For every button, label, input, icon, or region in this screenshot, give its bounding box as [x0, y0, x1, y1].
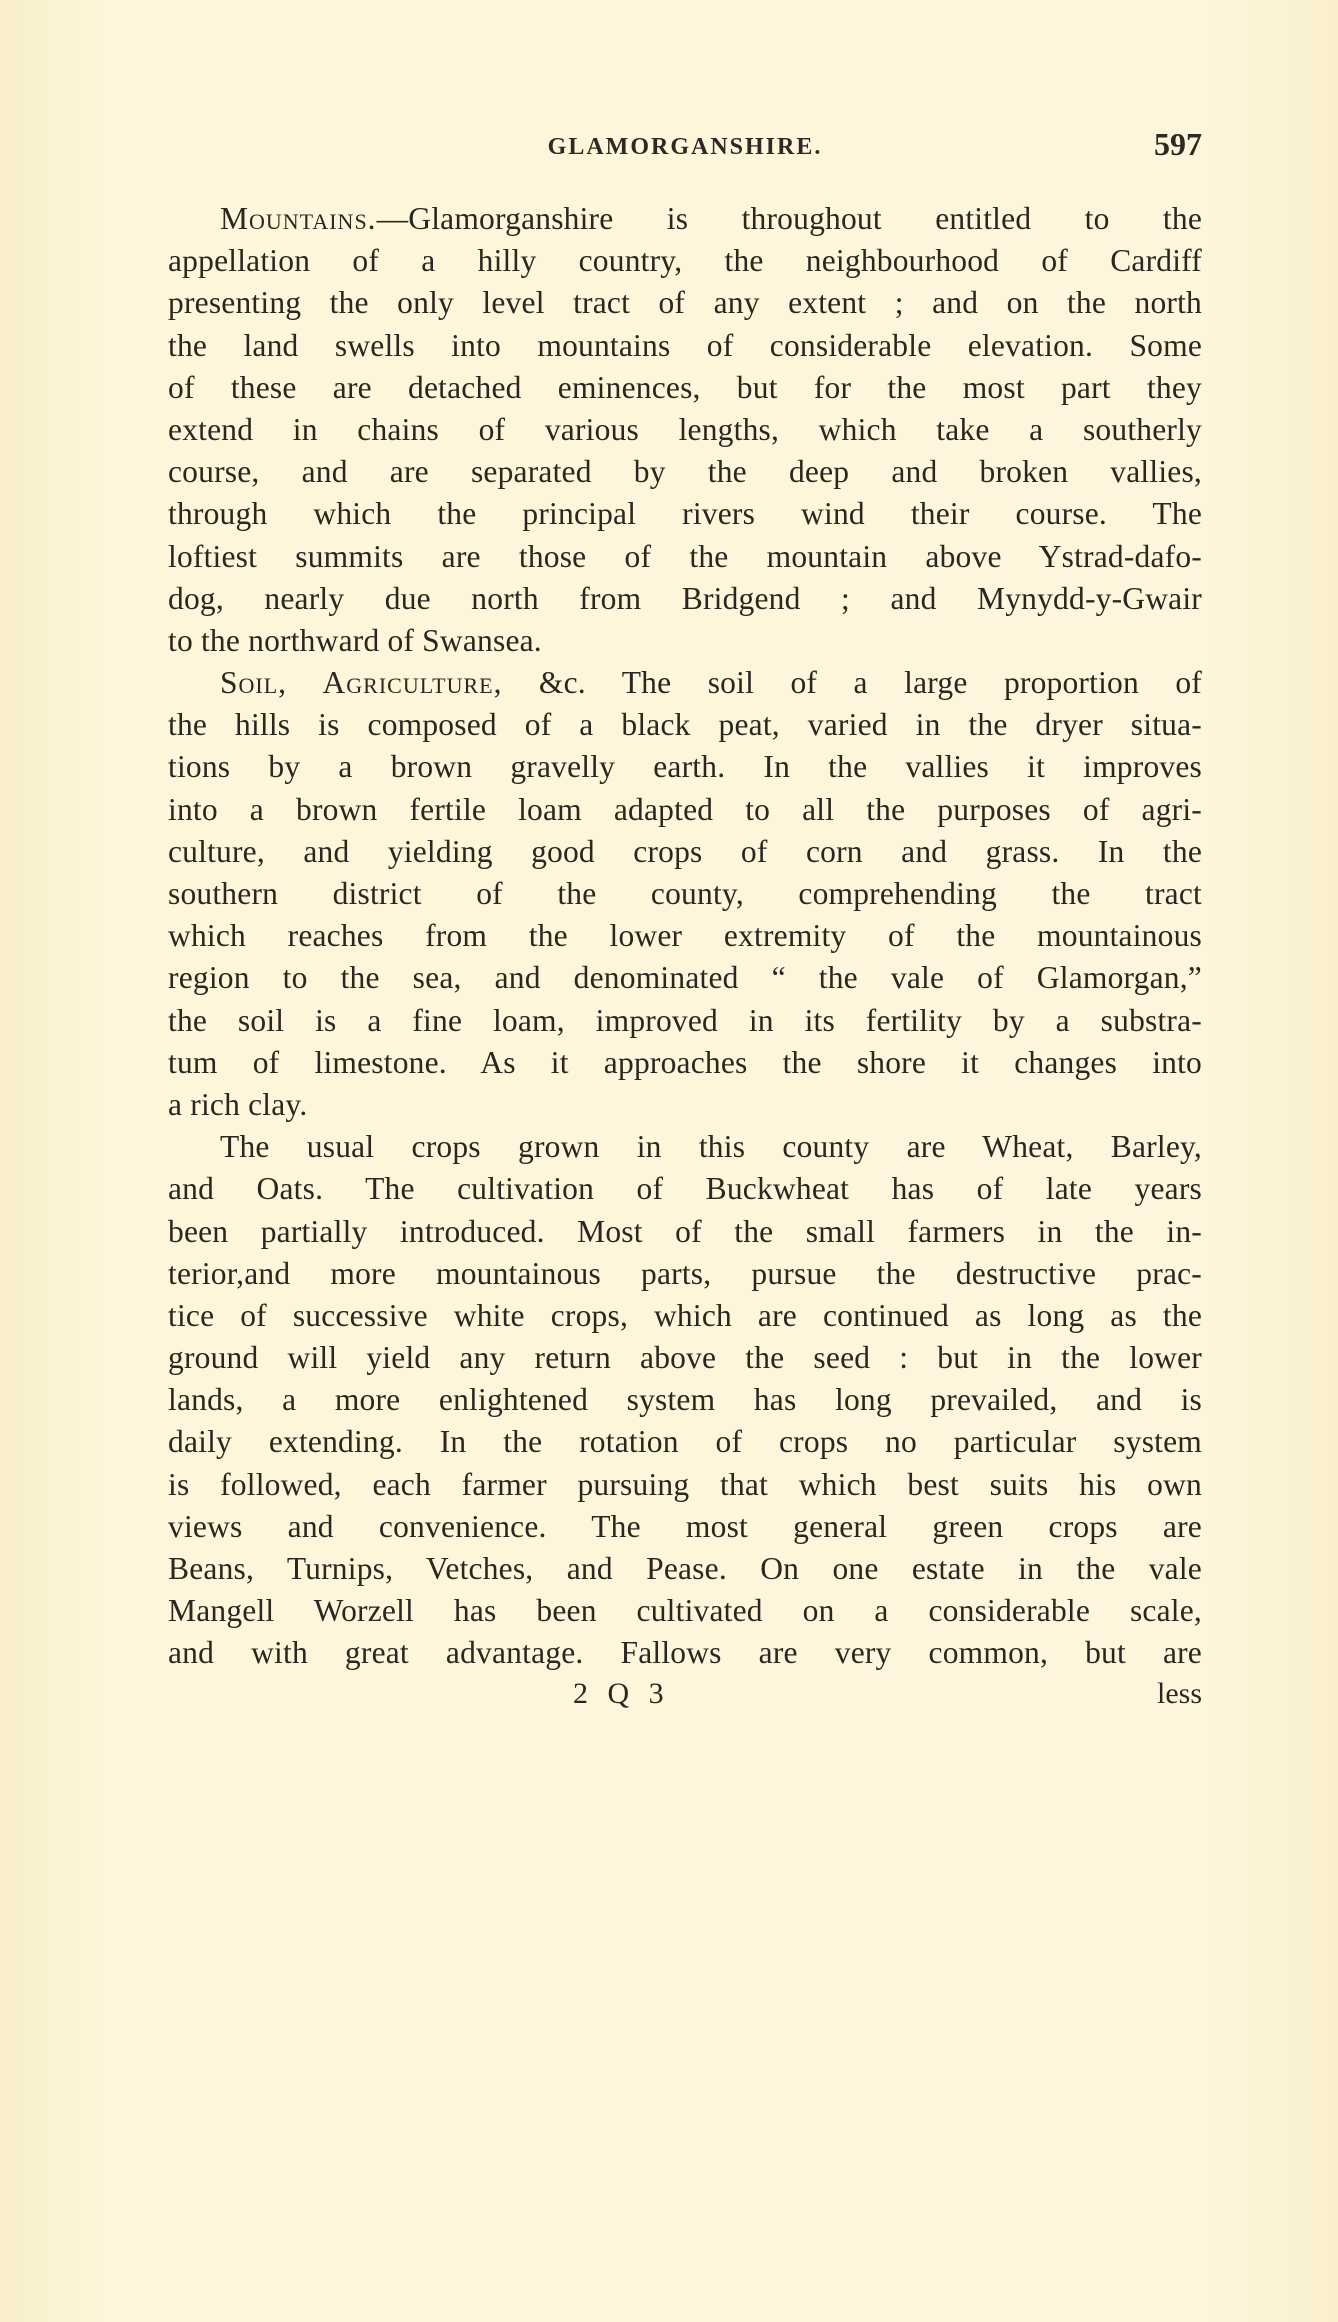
text-line: which reaches from the lower extremity of the mountainous	[168, 918, 1202, 954]
text-line: the land swells into mountains of considerable elevation. Some	[168, 327, 1202, 363]
catchword: less	[1157, 1676, 1202, 1710]
text-line: through which the principal rivers wind their course. The	[168, 496, 1202, 532]
text-line: tice of successive white crops, which are continued as long as the	[168, 1297, 1202, 1333]
text-line: of these are detached eminences, but for the most part they	[168, 369, 1202, 405]
paragraph-crops	[168, 1126, 1202, 1674]
text-line: Mountains.—Glamorganshire is throughout entitled to the	[220, 201, 1202, 236]
text-line: tions by a brown gravelly earth. In the vallies it improves	[168, 749, 1202, 785]
text-line: course, and are separated by the deep and broken vallies,	[168, 454, 1202, 490]
text-line: been partially introduced. Most of the small farmers in the in-	[168, 1213, 1202, 1249]
section-heading-soil-agriculture: Soil, Agriculture,	[220, 665, 503, 701]
text-line: views and convenience. The most general green crops are	[168, 1508, 1202, 1544]
text-line: and Oats. The cultivation of Buckwheat has of late years	[168, 1171, 1202, 1207]
text-line: culture, and yielding good crops of corn and grass. In the	[168, 833, 1202, 869]
running-title: GLAMORGANSHIRE.	[547, 134, 823, 160]
text-line: extend in chains of various lengths, which take a southerly	[168, 411, 1202, 447]
text-line: southern district of the county, comprehending the tract	[168, 876, 1202, 911]
text-line: daily extending. In the rotation of crops no particular system	[168, 1424, 1202, 1460]
text-line: appellation of a hilly country, the neighbourhood of Cardiff	[168, 243, 1202, 279]
text-line: tum of limestone. As it approaches the shore it changes into	[168, 1044, 1202, 1080]
paragraph-mountains	[168, 198, 1202, 662]
text-line: dog, nearly due north from Bridgend ; and Mynydd-y-Gwair	[168, 580, 1202, 616]
text-line: into a brown fertile loam adapted to all the purposes of agri-	[168, 791, 1202, 827]
text-line: Beans, Turnips, Vetches, and Pease. On one estate in the vale	[168, 1551, 1202, 1586]
text-line: terior,and more mountainous parts, pursue the destructive prac-	[168, 1255, 1202, 1291]
section-heading-mountains: Mountains.	[220, 201, 377, 236]
text-line: Mangell Worzell has been cultivated on a considerable scale,	[168, 1593, 1202, 1629]
signature-mark: 2 Q 3	[573, 1676, 670, 1710]
text-line: lands, a more enlightened system has long prevailed, and is	[168, 1382, 1202, 1418]
text-line: the soil is a fine loam, improved in its fertility by a substra-	[168, 1002, 1202, 1038]
text-line: a rich clay.	[168, 1086, 308, 1122]
text-line: to the northward of Swansea.	[168, 622, 542, 658]
text-line: and with great advantage. Fallows are very common, but are	[168, 1635, 1202, 1671]
page-footer	[168, 1677, 1202, 1721]
text-line: Soil, Agriculture, &c. The soil of a large proportion of	[220, 665, 1202, 701]
body-text	[168, 198, 1202, 1675]
page-number: 597	[1154, 126, 1202, 162]
text-line: is followed, each farmer pursuing that which best suits his own	[168, 1466, 1202, 1502]
running-head	[168, 110, 1202, 160]
book-page	[168, 110, 1202, 1721]
paragraph-soil-agriculture	[168, 662, 1202, 1126]
text-line: ground will yield any return above the seed : but in the lower	[168, 1340, 1202, 1376]
text-line: The usual crops grown in this county are Wheat, Barley,	[220, 1129, 1202, 1165]
text-line: loftiest summits are those of the mountain above Ystrad-dafo-	[168, 538, 1202, 574]
text-line: region to the sea, and denominated “ the vale of Glamorgan,”	[168, 960, 1202, 996]
text-line: presenting the only level tract of any extent ; and on the north	[168, 285, 1202, 321]
text-line: the hills is composed of a black peat, varied in the dryer situa-	[168, 707, 1202, 743]
